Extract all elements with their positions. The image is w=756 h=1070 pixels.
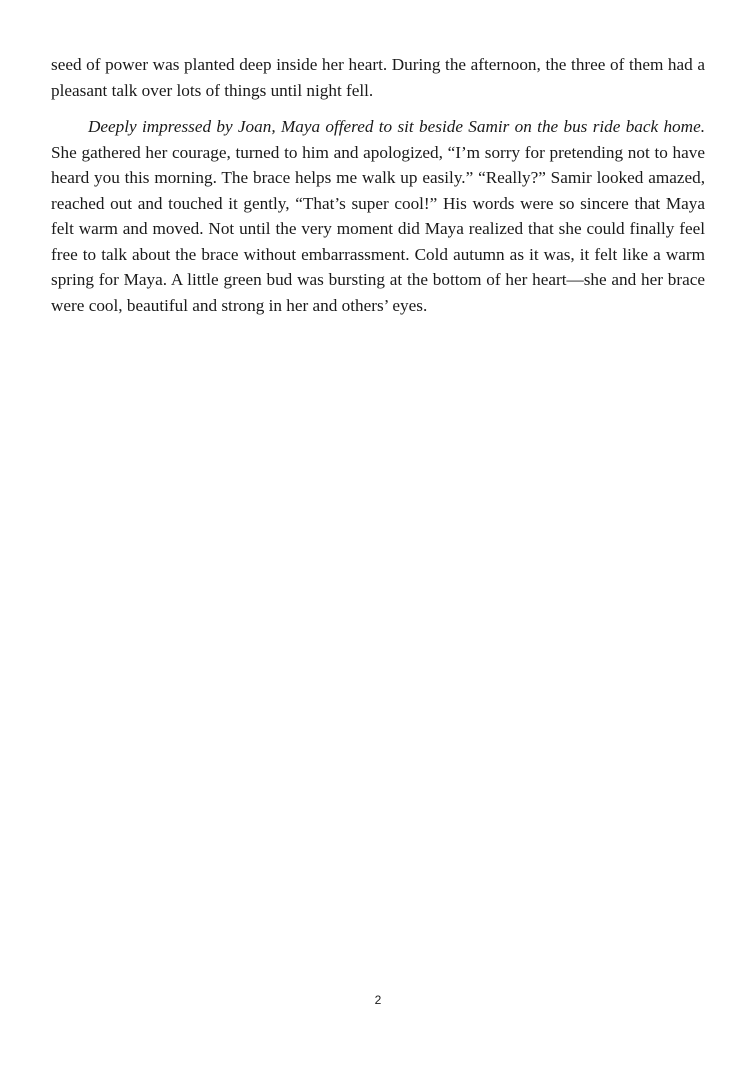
paragraph-2-body: She gathered her courage, turned to him and apologized, “I’m sorry for pretending not to have heard you this morning. The brace helps me walk up easily.” “Really?” Samir looked amazed, reached out and touched it gently, “That’s super cool!” His words were so sincere that Maya felt warm and moved. Not until the very moment did Maya realized that she could finally feel free to talk about the brace without embarrassment. Cold autumn as it was, it felt like a warm spring for Maya. A little green bud was bursting at the bottom of her heart—she and her brace were cool, beautiful and strong in her and others’ eyes. — [51, 142, 705, 315]
page-number: 2 — [374, 993, 382, 1007]
paragraph-2 — [51, 114, 705, 318]
paragraph-2-italic-lead: Deeply impressed by Joan, Maya offered to sit beside Samir on the bus ride back home. — [88, 117, 705, 136]
body-text — [51, 52, 705, 318]
paragraph-1: seed of power was planted deep inside her heart. During the afternoon, the three of them had a pleasant talk over lots of things until night fell. — [51, 55, 705, 100]
